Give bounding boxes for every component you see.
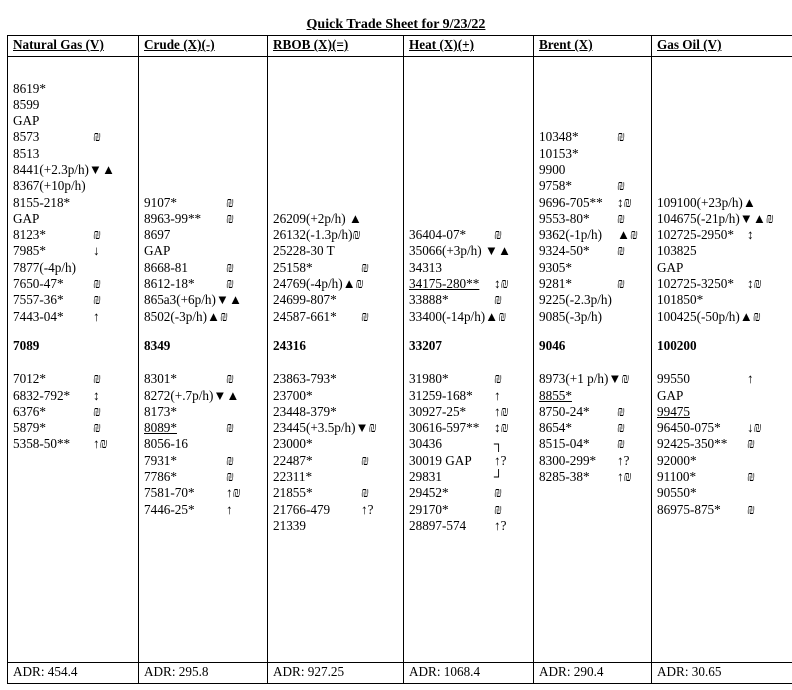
- price-level-text: 7877(-4p/h): [13, 259, 76, 275]
- price-level-text: 21766-479: [273, 501, 331, 517]
- price-level-text: 23863-793*: [273, 371, 337, 387]
- level-marker-icon: ₪: [226, 371, 235, 387]
- price-level: [409, 502, 533, 518]
- column-levels: [404, 57, 534, 663]
- price-level: [657, 227, 792, 243]
- level-marker-icon: ₪: [93, 371, 102, 387]
- adr-cell: ADR: 927.25: [268, 663, 404, 684]
- level-marker-icon: ₪: [93, 292, 102, 308]
- column-header: RBOB (X)(=): [268, 36, 404, 57]
- level-marker-icon: ↑₪: [226, 485, 241, 501]
- level-marker-icon: ₪: [226, 452, 235, 468]
- column-header: Brent (X): [534, 36, 652, 57]
- column-levels: [534, 57, 652, 663]
- price-level-text: 34175-280**: [409, 276, 480, 292]
- level-marker-icon: ↑₪: [617, 469, 632, 485]
- price-level-text: 23000*: [273, 436, 313, 452]
- price-level-text: 24769(-4p/h)▲₪: [273, 276, 364, 292]
- level-marker-icon: ↑₪: [494, 403, 509, 419]
- level-marker-icon: ▲₪: [617, 227, 639, 243]
- price-level: [409, 518, 533, 534]
- price-level-text: 8173*: [144, 403, 177, 419]
- price-level: [13, 97, 138, 113]
- price-level: [144, 276, 267, 292]
- price-level: [539, 420, 651, 436]
- price-level: [657, 371, 792, 387]
- price-level-text: 6376*: [13, 403, 46, 419]
- price-level: [13, 162, 138, 178]
- level-marker-icon: ↑₪: [93, 436, 108, 452]
- column-levels: [652, 57, 792, 663]
- level-marker-icon: ₪: [747, 501, 756, 517]
- level-marker-icon: ₪: [226, 259, 235, 275]
- price-level: [539, 146, 651, 162]
- price-level-text: 7985*: [13, 243, 46, 259]
- price-level: [539, 260, 651, 276]
- price-level-text: 103825: [657, 243, 697, 259]
- price-level-text: 8301*: [144, 371, 177, 387]
- price-level: [273, 292, 403, 308]
- price-level-text: 8697: [144, 227, 171, 243]
- level-marker-icon: ₪: [226, 420, 235, 436]
- column-header: Crude (X)(-): [139, 36, 268, 57]
- price-level: [144, 404, 267, 420]
- price-level-text: 7650-47*: [13, 276, 64, 292]
- level-marker-icon: ↑?: [617, 452, 630, 468]
- price-level: [409, 260, 533, 276]
- pivot-level: 8349: [144, 337, 171, 353]
- price-level-text: 6832-792*: [13, 387, 71, 403]
- level-marker-icon: ₪: [617, 210, 626, 226]
- level-marker-icon: ₪: [617, 420, 626, 436]
- adr-cell: ADR: 290.4: [534, 663, 652, 684]
- level-marker-icon: ↑?: [494, 517, 507, 533]
- price-level-text: 8367(+10p/h): [13, 178, 86, 194]
- price-level-text: 8056-16: [144, 436, 188, 452]
- price-level-text: 22487*: [273, 452, 313, 468]
- price-level: [13, 129, 138, 145]
- price-level: [13, 113, 138, 129]
- price-level: [409, 404, 533, 420]
- level-marker-icon: ₪: [93, 276, 102, 292]
- price-level-text: 31980*: [409, 371, 449, 387]
- price-level-text: 8089*: [144, 420, 177, 436]
- price-level-text: 23448-379*: [273, 403, 337, 419]
- price-level: [657, 388, 792, 404]
- price-level: [409, 420, 533, 436]
- price-level-text: 7012*: [13, 371, 46, 387]
- header-row: [8, 36, 792, 57]
- price-level: [539, 243, 651, 259]
- pivot-level: 33207: [409, 337, 442, 353]
- price-level: [539, 211, 651, 227]
- level-marker-icon: ₪: [747, 469, 756, 485]
- level-marker-icon: ₪: [617, 403, 626, 419]
- price-level-text: 8513: [13, 145, 40, 161]
- price-level: [13, 211, 138, 227]
- price-level-text: 8441(+2.3p/h)▼▲: [13, 161, 116, 177]
- price-level: [144, 195, 267, 211]
- price-level: [657, 485, 792, 501]
- price-level: [539, 436, 651, 452]
- price-level-text: GAP: [657, 259, 684, 275]
- price-level: [657, 436, 792, 452]
- price-level: [657, 243, 792, 259]
- level-marker-icon: ₪: [494, 485, 503, 501]
- level-marker-icon: ₪: [494, 292, 503, 308]
- level-marker-icon: ₪: [361, 452, 370, 468]
- price-level: [273, 502, 403, 518]
- price-level-text: 9225(-2.3p/h): [539, 292, 612, 308]
- price-level-text: 30616-597**: [409, 420, 480, 436]
- price-level-text: 9281*: [539, 276, 572, 292]
- price-level-text: 30019 GAP: [409, 452, 472, 468]
- price-level: [539, 276, 651, 292]
- pivot-level: 7089: [13, 337, 40, 353]
- level-marker-icon: ₪: [617, 129, 626, 145]
- price-level: [409, 388, 533, 404]
- price-level: [273, 420, 403, 436]
- column-header: Gas Oil (V): [652, 36, 792, 57]
- price-level-text: 21339: [273, 517, 306, 533]
- price-level: [539, 453, 651, 469]
- price-level: [144, 309, 267, 325]
- price-level: [144, 292, 267, 308]
- price-level: [273, 518, 403, 534]
- column-header: Heat (X)(+): [404, 36, 534, 57]
- price-level: [539, 162, 651, 178]
- price-level-text: 8973(+1 p/h)▼₪: [539, 371, 630, 387]
- trade-sheet-table: [7, 35, 792, 684]
- price-level: [657, 502, 792, 518]
- price-level: [13, 276, 138, 292]
- level-marker-icon: ↑: [226, 501, 233, 517]
- price-level: [13, 388, 138, 404]
- price-level-text: 9107*: [144, 194, 177, 210]
- price-level: [144, 436, 267, 452]
- price-level: [273, 453, 403, 469]
- level-marker-icon: ₪: [226, 194, 235, 210]
- level-marker-icon: ₪: [747, 436, 756, 452]
- level-marker-icon: ₪: [361, 259, 370, 275]
- level-marker-icon: ₪: [617, 243, 626, 259]
- level-marker-icon: ₪: [617, 436, 626, 452]
- price-level-text: 865a3(+6p/h)▼▲: [144, 292, 242, 308]
- price-level-text: 9085(-3p/h): [539, 308, 602, 324]
- price-level-text: 7557-36*: [13, 292, 64, 308]
- price-level-text: 23700*: [273, 387, 313, 403]
- price-level: [409, 485, 533, 501]
- price-level: [657, 260, 792, 276]
- level-marker-icon: ₪: [361, 308, 370, 324]
- price-level-text: 23445(+3.5p/h)▼₪: [273, 420, 377, 436]
- level-marker-icon: ↓: [93, 243, 100, 259]
- price-level-text: 36404-07*: [409, 227, 467, 243]
- price-level: [409, 309, 533, 325]
- price-level: [13, 309, 138, 325]
- price-level: [273, 276, 403, 292]
- price-level: [539, 388, 651, 404]
- price-level-text: 24699-807*: [273, 292, 337, 308]
- price-level: [539, 404, 651, 420]
- level-marker-icon: ┘: [494, 469, 504, 485]
- level-marker-icon: ↕: [93, 387, 100, 403]
- price-level: [273, 469, 403, 485]
- price-level-text: 92000*: [657, 452, 697, 468]
- price-level-text: 5879*: [13, 420, 46, 436]
- price-level-text: 22311*: [273, 469, 313, 485]
- price-level-text: 102725-2950*: [657, 227, 734, 243]
- level-marker-icon: ┐: [494, 436, 504, 452]
- level-marker-icon: ↑?: [494, 452, 507, 468]
- price-level: [273, 404, 403, 420]
- column-levels: [8, 57, 139, 663]
- price-level: [144, 243, 267, 259]
- level-marker-icon: ₪: [226, 276, 235, 292]
- price-level-text: 9553-80*: [539, 210, 590, 226]
- level-marker-icon: ↕₪: [494, 420, 509, 436]
- level-marker-icon: ↑: [494, 387, 501, 403]
- price-level-text: 33400(-14p/h)▲₪: [409, 308, 507, 324]
- price-level: [144, 485, 267, 501]
- price-level-text: 9362(-1p/h): [539, 227, 602, 243]
- price-level-text: 8654*: [539, 420, 572, 436]
- level-marker-icon: ₪: [93, 420, 102, 436]
- price-level-text: 109100(+23p/h)▲: [657, 194, 756, 210]
- price-level-text: 96450-075*: [657, 420, 721, 436]
- price-level: [144, 388, 267, 404]
- price-level: [273, 227, 403, 243]
- price-level: [13, 81, 138, 97]
- level-marker-icon: ₪: [494, 227, 503, 243]
- price-level: [144, 420, 267, 436]
- price-level: [409, 371, 533, 387]
- level-marker-icon: ₪: [93, 227, 102, 243]
- price-level-text: 8502(-3p/h)▲₪: [144, 308, 229, 324]
- price-level: [539, 227, 651, 243]
- price-level-text: 5358-50**: [13, 436, 71, 452]
- price-level-text: 9696-705**: [539, 194, 603, 210]
- sheet-title: Quick Trade Sheet for 9/23/22: [306, 17, 486, 32]
- price-level: [144, 371, 267, 387]
- price-level-text: GAP: [13, 113, 40, 129]
- level-marker-icon: ↑?: [361, 501, 374, 517]
- price-level-text: 8963-99**: [144, 210, 202, 226]
- price-level: [409, 227, 533, 243]
- price-level: [144, 211, 267, 227]
- price-level-text: 100425(-50p/h)▲₪: [657, 308, 761, 324]
- level-marker-icon: ₪: [494, 501, 503, 517]
- price-level: [657, 469, 792, 485]
- price-level-text: 30927-25*: [409, 403, 467, 419]
- price-level: [657, 276, 792, 292]
- price-level: [13, 404, 138, 420]
- price-level: [144, 469, 267, 485]
- price-level-text: 8573: [13, 129, 40, 145]
- price-level-text: 101850*: [657, 292, 704, 308]
- price-level: [539, 195, 651, 211]
- price-level-text: 34313: [409, 259, 442, 275]
- price-level-text: 25158*: [273, 259, 313, 275]
- level-marker-icon: ₪: [617, 276, 626, 292]
- level-marker-icon: ↑: [747, 371, 754, 387]
- price-level: [273, 260, 403, 276]
- price-level: [144, 502, 267, 518]
- price-level-text: 25228-30 T: [273, 243, 335, 259]
- price-level: [13, 227, 138, 243]
- price-level-text: 8515-04*: [539, 436, 590, 452]
- price-level-text: 8619*: [13, 80, 46, 96]
- price-level-text: 8855*: [539, 387, 572, 403]
- price-level-text: 9900: [539, 161, 566, 177]
- level-marker-icon: ↕: [747, 227, 754, 243]
- price-level: [13, 195, 138, 211]
- adr-row: [8, 663, 792, 684]
- price-level: [13, 260, 138, 276]
- price-level-text: 92425-350**: [657, 436, 728, 452]
- price-level-text: 7446-25*: [144, 501, 195, 517]
- price-level-text: 91100*: [657, 469, 697, 485]
- price-level-text: 26209(+2p/h) ▲: [273, 210, 362, 226]
- price-level-text: 104675(-21p/h)▼▲₪: [657, 210, 774, 226]
- level-marker-icon: ₪: [93, 403, 102, 419]
- level-marker-icon: ₪: [617, 178, 626, 194]
- price-level: [539, 292, 651, 308]
- price-level: [273, 436, 403, 452]
- price-level: [144, 260, 267, 276]
- adr-cell: ADR: 1068.4: [404, 663, 534, 684]
- level-marker-icon: ₪: [361, 485, 370, 501]
- column-levels: [139, 57, 268, 663]
- price-level-text: 26132(-1.3p/h)₪: [273, 227, 361, 243]
- price-level-text: GAP: [13, 210, 40, 226]
- price-level-text: 33888*: [409, 292, 449, 308]
- price-level: [13, 420, 138, 436]
- price-level: [657, 404, 792, 420]
- price-level: [409, 453, 533, 469]
- price-level: [539, 178, 651, 194]
- price-level-text: 29452*: [409, 485, 449, 501]
- column-header: Natural Gas (V): [8, 36, 139, 57]
- price-level-text: 7581-70*: [144, 485, 195, 501]
- adr-cell: ADR: 454.4: [8, 663, 139, 684]
- price-level-text: 102725-3250*: [657, 276, 734, 292]
- price-level-text: 21855*: [273, 485, 313, 501]
- level-marker-icon: ₪: [494, 371, 503, 387]
- price-level-text: 10153*: [539, 145, 579, 161]
- price-level-text: 31259-168*: [409, 387, 473, 403]
- price-level-text: 8668-81: [144, 259, 188, 275]
- pivot-level: 100200: [657, 337, 697, 353]
- price-level-text: 10348*: [539, 129, 579, 145]
- price-level: [13, 178, 138, 194]
- price-level-text: 7931*: [144, 452, 177, 468]
- price-level-text: 9305*: [539, 259, 572, 275]
- price-level-text: 8300-299*: [539, 452, 597, 468]
- price-level-text: GAP: [144, 243, 171, 259]
- price-level-text: 9324-50*: [539, 243, 590, 259]
- level-marker-icon: ₪: [226, 469, 235, 485]
- level-marker-icon: ₪: [226, 210, 235, 226]
- price-level-text: 8285-38*: [539, 469, 590, 485]
- level-marker-icon: ₪: [93, 129, 102, 145]
- adr-cell: ADR: 295.8: [139, 663, 268, 684]
- price-level: [13, 146, 138, 162]
- price-level-text: 8123*: [13, 227, 46, 243]
- price-level: [539, 371, 651, 387]
- price-level-text: 8155-218*: [13, 194, 71, 210]
- price-level: [539, 469, 651, 485]
- price-level-text: 90550*: [657, 485, 697, 501]
- price-level-text: GAP: [657, 387, 684, 403]
- price-level: [273, 211, 403, 227]
- price-level: [657, 420, 792, 436]
- price-level: [13, 292, 138, 308]
- price-level: [539, 309, 651, 325]
- column-levels: [268, 57, 404, 663]
- price-level: [409, 276, 533, 292]
- price-level: [657, 211, 792, 227]
- price-level: [273, 388, 403, 404]
- price-level: [409, 436, 533, 452]
- price-level-text: 8599: [13, 96, 40, 112]
- pivot-level: 24316: [273, 337, 306, 353]
- price-level-text: 86975-875*: [657, 501, 721, 517]
- price-level: [144, 453, 267, 469]
- price-level: [13, 243, 138, 259]
- price-level-text: 29831: [409, 469, 442, 485]
- price-level: [273, 485, 403, 501]
- price-level-text: 99550: [657, 371, 690, 387]
- price-level: [657, 309, 792, 325]
- level-marker-icon: ↑: [93, 308, 100, 324]
- price-level: [13, 371, 138, 387]
- level-marker-icon: ↕₪: [494, 276, 509, 292]
- price-level-text: 7443-04*: [13, 308, 64, 324]
- price-level: [144, 227, 267, 243]
- level-marker-icon: ↓₪: [747, 420, 762, 436]
- level-marker-icon: ↕₪: [747, 276, 762, 292]
- price-level: [409, 469, 533, 485]
- price-level: [539, 129, 651, 145]
- price-level: [13, 436, 138, 452]
- price-level-text: 8612-18*: [144, 276, 195, 292]
- price-level: [273, 371, 403, 387]
- price-level-text: 8272(+.7p/h)▼▲: [144, 387, 240, 403]
- price-level-text: 30436: [409, 436, 442, 452]
- price-level-text: 24587-661*: [273, 308, 337, 324]
- pivot-level: 9046: [539, 337, 566, 353]
- price-level-text: 7786*: [144, 469, 177, 485]
- price-level-text: 35066(+3p/h) ▼▲: [409, 243, 512, 259]
- adr-cell: ADR: 30.65: [652, 663, 792, 684]
- price-level-text: 8750-24*: [539, 403, 590, 419]
- price-level: [409, 292, 533, 308]
- price-level: [409, 243, 533, 259]
- price-level: [273, 243, 403, 259]
- price-level: [657, 292, 792, 308]
- price-level-text: 29170*: [409, 501, 449, 517]
- levels-row: [8, 57, 792, 663]
- price-level-text: 28897-574: [409, 517, 467, 533]
- price-level-text: 99475: [657, 403, 690, 419]
- price-level: [657, 453, 792, 469]
- level-marker-icon: ↕₪: [617, 194, 632, 210]
- price-level: [657, 195, 792, 211]
- price-level-text: 9758*: [539, 178, 572, 194]
- price-level: [273, 309, 403, 325]
